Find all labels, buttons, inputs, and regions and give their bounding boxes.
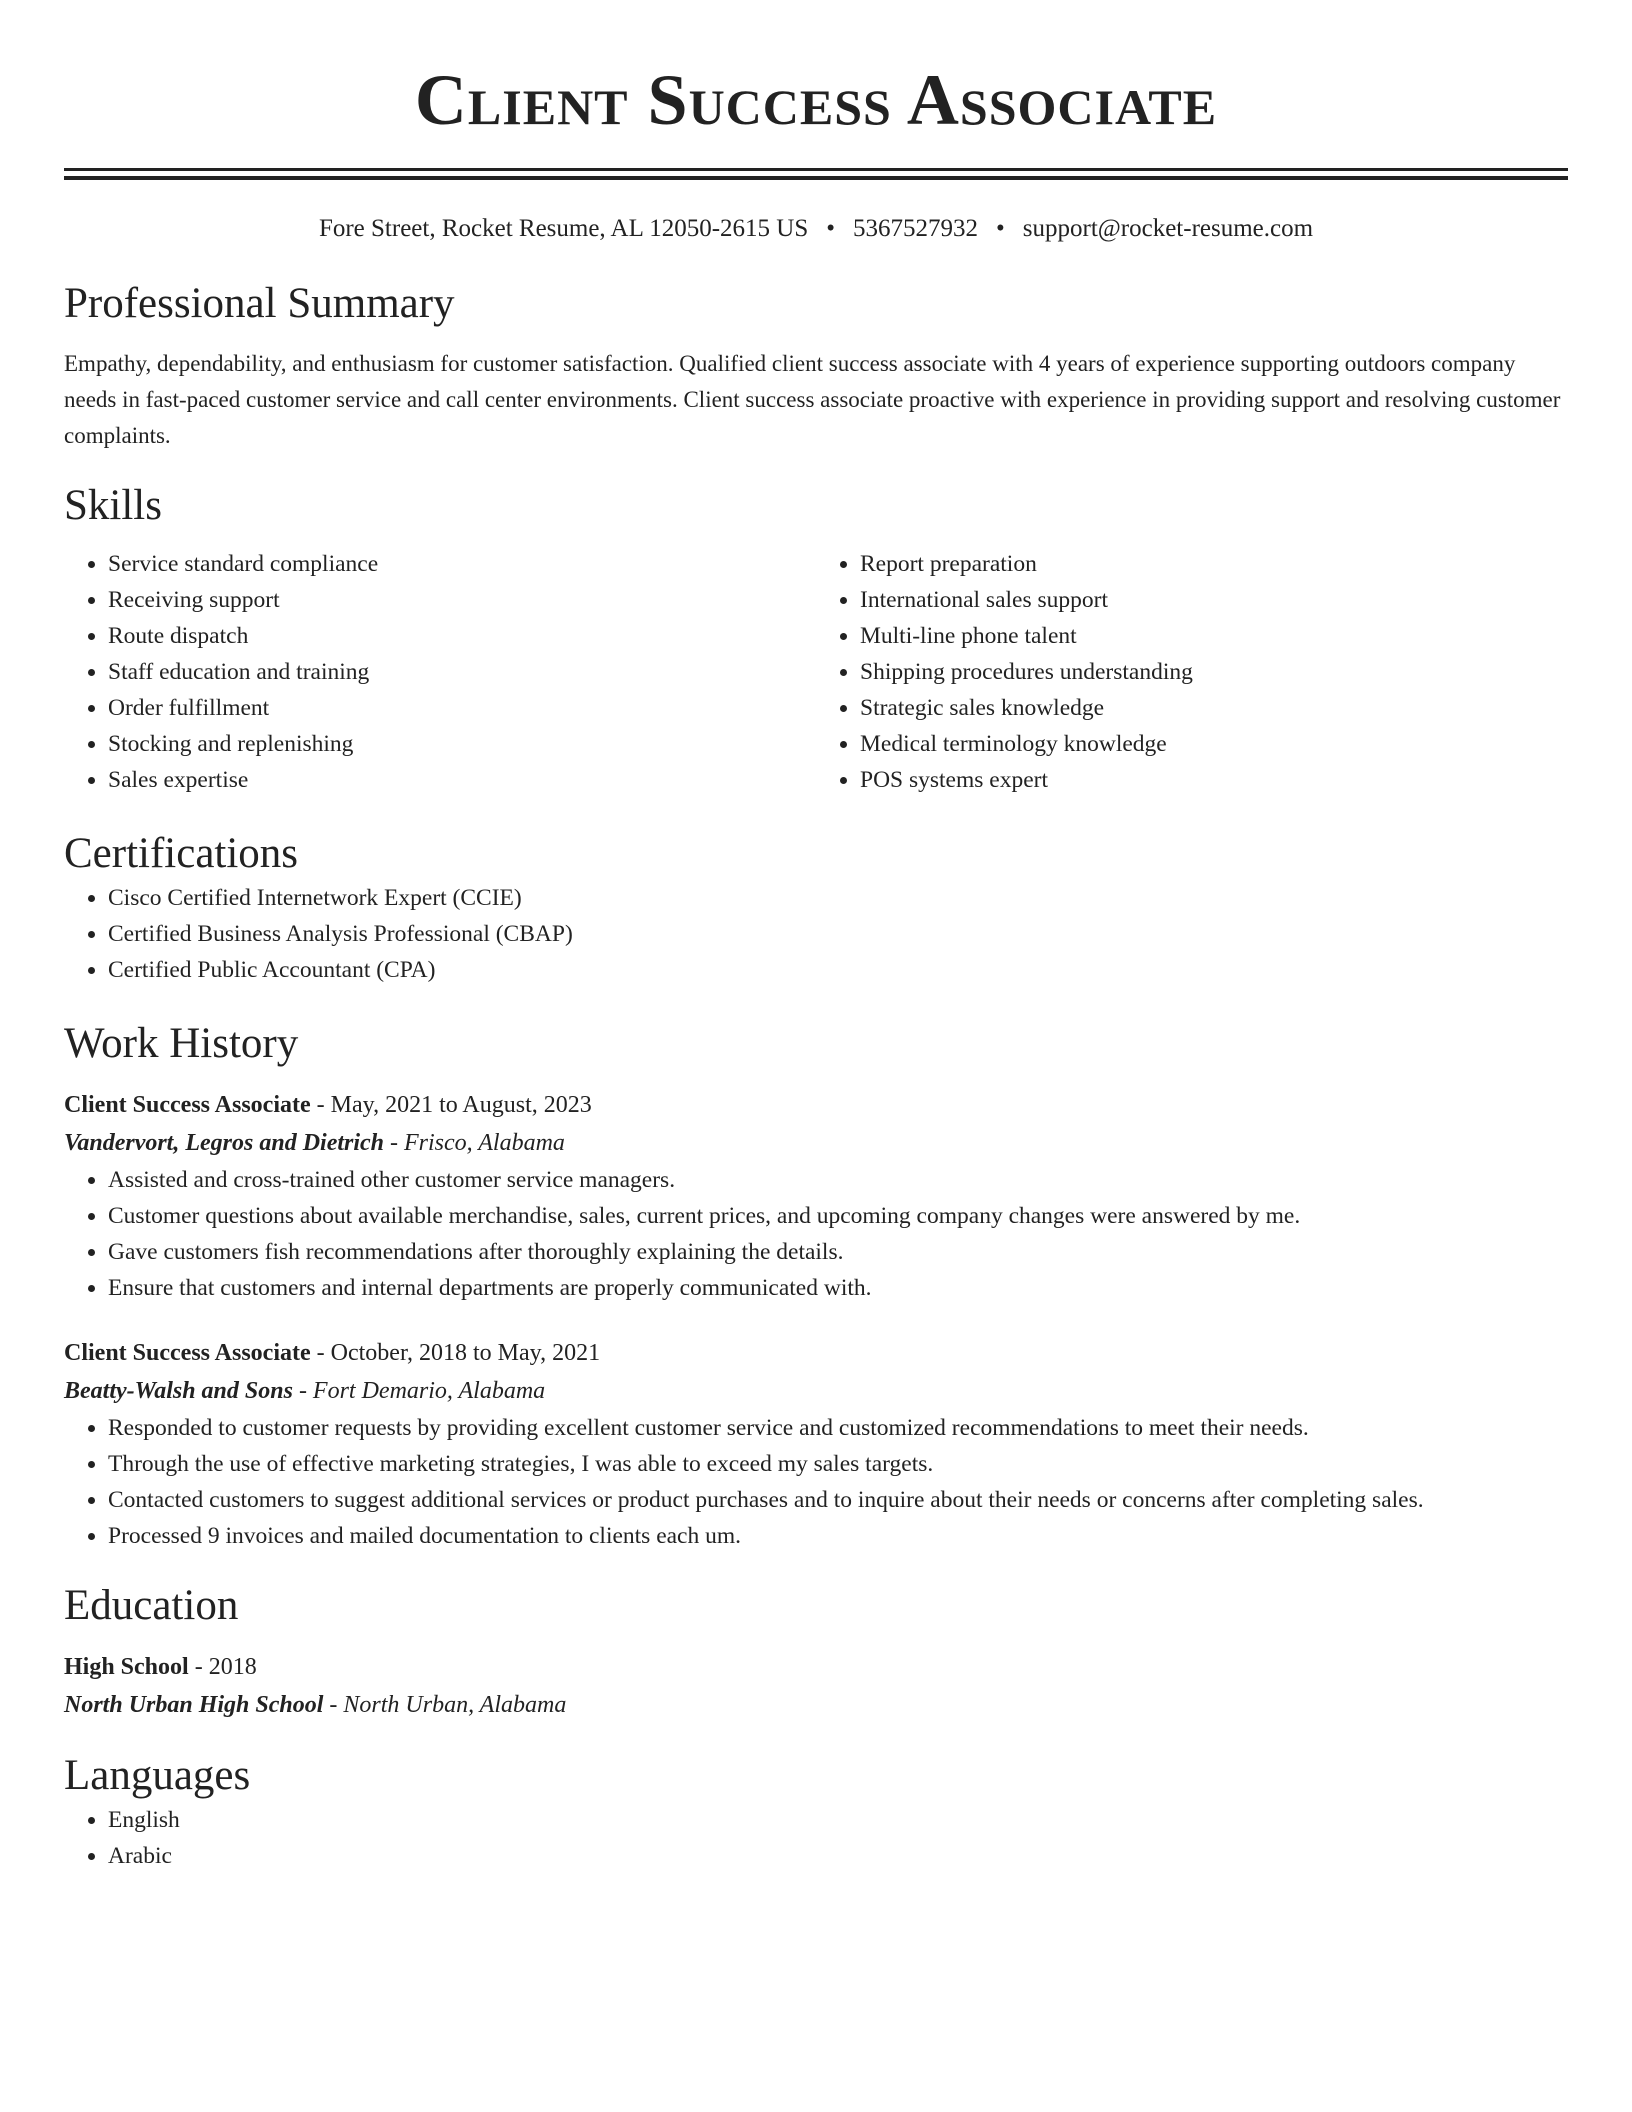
candidate-title: Client Success Associate: [414, 60, 1218, 140]
job-duties-list: [64, 1410, 1568, 1554]
contact-separator: •: [996, 215, 1005, 242]
skill-item: • Sales expertise: [108, 762, 816, 798]
education-school: North Urban High School: [64, 1692, 324, 1718]
skill-item: • Report preparation: [860, 546, 1568, 582]
education-location: - North Urban, Alabama: [323, 1692, 567, 1718]
summary-text: Empathy, dependability, and enthusiasm for customer satisfaction. Qualified client success associate with 4 years of experience supporting outdoors company needs in fast-paced customer service and call center environments. Client success associate proactive with experience in providing support and resolving customer complaints.: [64, 351, 1561, 448]
skill-item: • Order fulfillment: [108, 690, 816, 726]
job-duty-item: • Responded to customer requests by providing excellent customer service and customized recommendations to meet their needs.: [108, 1410, 1568, 1446]
skills-list-left: [64, 546, 816, 798]
job-duty-item: • Processed 9 invoices and mailed documentation to clients each um.: [108, 1518, 1568, 1554]
contact-address: Fore Street, Rocket Resume, AL 12050-2615 US: [318, 215, 809, 242]
job-duties-list: [64, 1162, 1568, 1306]
skills-column-right: [816, 546, 1568, 798]
certifications-list: [64, 880, 1568, 988]
contact-line: [64, 214, 1568, 244]
certification-item: • Cisco Certified Internetwork Expert (CCIE): [108, 880, 1568, 916]
job-company: Beatty-Walsh and Sons: [64, 1378, 293, 1404]
skill-item: • Receiving support: [108, 582, 816, 618]
job-duty-item: • Customer questions about available merchandise, sales, current prices, and upcoming company changes were answered by me.: [108, 1198, 1568, 1234]
job-heading: [64, 1086, 1568, 1124]
section-title-languages: Languages: [64, 1752, 251, 1799]
job-duty-item: • Gave customers fish recommendations after thoroughly explaining the details.: [108, 1234, 1568, 1270]
education-school-line: [64, 1686, 1568, 1724]
language-item: • Arabic: [108, 1838, 1568, 1874]
section-title-education: Education: [64, 1582, 239, 1629]
job-role: Client Success Associate: [64, 1092, 311, 1118]
contact-phone: 5367527932: [853, 215, 978, 242]
job-duty-item: • Assisted and cross-trained other customer service managers.: [108, 1162, 1568, 1198]
section-title-work-history: Work History: [64, 1020, 299, 1067]
language-item: • English: [108, 1802, 1568, 1838]
job-location: - Frisco, Alabama: [384, 1130, 565, 1156]
section-title-certifications: Certifications: [64, 830, 299, 877]
contact-separator: •: [826, 215, 835, 242]
skill-item: • International sales support: [860, 582, 1568, 618]
section-title-skills: Skills: [64, 482, 162, 529]
skills-grid: [64, 546, 1568, 798]
job-employer-line: [64, 1124, 1568, 1162]
languages-list: [64, 1802, 1568, 1874]
education-year: - 2018: [188, 1654, 257, 1680]
skill-item: • Medical terminology knowledge: [860, 726, 1568, 762]
skill-item: • Multi-line phone talent: [860, 618, 1568, 654]
job-role: Client Success Associate: [64, 1340, 311, 1366]
skill-item: • Service standard compliance: [108, 546, 816, 582]
skills-column-left: [64, 546, 816, 798]
job-dates: - October, 2018 to May, 2021: [310, 1340, 601, 1366]
skill-item: • Shipping procedures understanding: [860, 654, 1568, 690]
job-duty-item: • Contacted customers to suggest additional services or product purchases and to inquire about their needs or concerns after completing sales.: [108, 1482, 1568, 1518]
job-duty-item: • Through the use of effective marketing strategies, I was able to exceed my sales targets.: [108, 1446, 1568, 1482]
certification-item: • Certified Public Accountant (CPA): [108, 952, 1568, 988]
skill-item: • Strategic sales knowledge: [860, 690, 1568, 726]
job-dates: - May, 2021 to August, 2023: [310, 1092, 592, 1118]
education-degree: High School: [64, 1654, 189, 1680]
contact-email: support@rocket-resume.com: [1022, 215, 1314, 242]
skills-list-right: [816, 546, 1568, 798]
job-entry: [64, 1086, 1568, 1306]
certification-item: • Certified Business Analysis Professional (CBAP): [108, 916, 1568, 952]
skill-item: • POS systems expert: [860, 762, 1568, 798]
skill-item: • Stocking and replenishing: [108, 726, 816, 762]
job-entry: [64, 1334, 1568, 1554]
job-employer-line: [64, 1372, 1568, 1410]
job-location: - Fort Demario, Alabama: [292, 1378, 546, 1404]
education-heading: [64, 1648, 1568, 1686]
job-heading: [64, 1334, 1568, 1372]
skill-item: • Staff education and training: [108, 654, 816, 690]
skill-item: • Route dispatch: [108, 618, 816, 654]
header-double-rule: [64, 168, 1568, 180]
section-title-summary: Professional Summary: [64, 280, 455, 327]
job-company: Vandervort, Legros and Dietrich: [64, 1130, 385, 1156]
job-duty-item: • Ensure that customers and internal departments are properly communicated with.: [108, 1270, 1568, 1306]
